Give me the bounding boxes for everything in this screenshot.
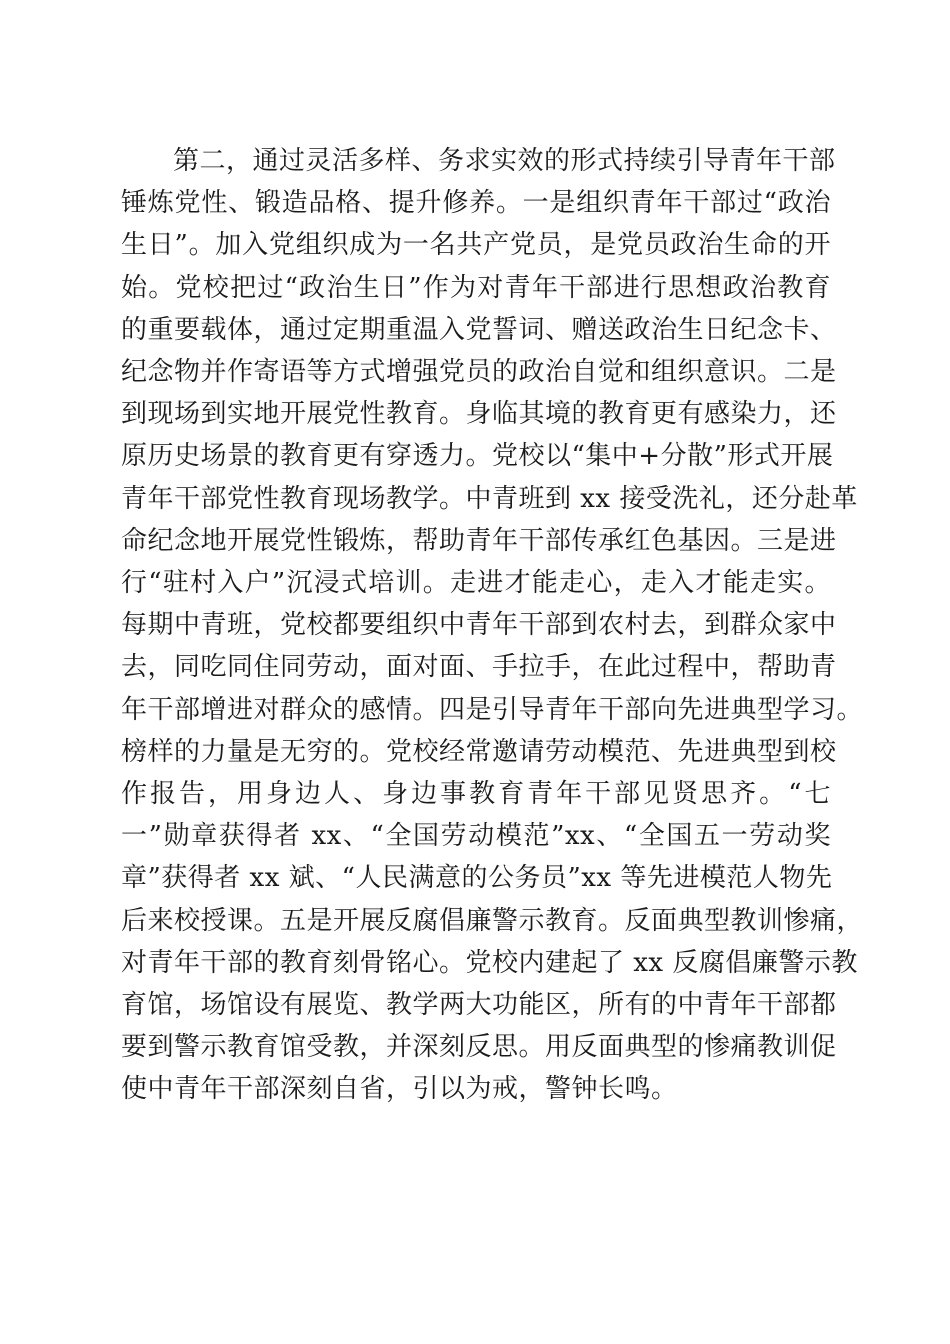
paragraph-line-18: 章”获得者 xx 斌、“人民满意的公务员”xx 等先进模范人物先 [121, 863, 833, 894]
paragraph-line-15: 榜样的力量是无穷的。党校经常邀请劳动模范、先进典型到校 [121, 736, 837, 767]
paragraph-line-22: 要到警示教育馆受教，并深刻反思。用反面典型的惨痛教训促 [121, 1032, 837, 1063]
paragraph-line-17: 一”勋章获得者 xx、“全国劳动模范”xx、“全国五一劳动奖 [121, 821, 831, 852]
paragraph-line-11: 行“驻村入户”沉浸式培训。走进才能走心，走入才能走实。 [121, 568, 831, 599]
paragraph-line-7: 到现场到实地开展党性教育。身临其境的教育更有感染力，还 [121, 399, 837, 430]
paragraph-line-6: 纪念物并作寄语等方式增强党员的政治自觉和组织意识。二是 [121, 357, 837, 388]
paragraph-line-23: 使中青年干部深刻自省，引以为戒，警钟长鸣。 [121, 1074, 678, 1105]
paragraph-line-10: 命纪念地开展党性锻炼，帮助青年干部传承红色基因。三是进 [121, 525, 837, 556]
paragraph-line-20: 对青年干部的教育刻骨铭心。党校内建起了 xx 反腐倡廉警示教 [121, 947, 858, 978]
paragraph-line-21: 育馆，场馆设有展览、教学两大功能区，所有的中青年干部都 [121, 990, 837, 1021]
paragraph-line-12: 每期中青班，党校都要组织中青年干部到农村去，到群众家中 [121, 610, 837, 641]
paragraph-line-13: 去，同吃同住同劳动，面对面、手拉手，在此过程中，帮助青 [121, 652, 837, 683]
paragraph-line-19: 后来校授课。五是开展反腐倡廉警示教育。反面典型教训惨痛， [121, 905, 864, 936]
paragraph-line-5: 的重要载体，通过定期重温入党誓词、赠送政治生日纪念卡、 [121, 314, 837, 345]
paragraph-line-4: 始。党校把过“政治生日”作为对青年干部进行思想政治教育 [121, 272, 831, 303]
paragraph-line-3: 生日”。加入党组织成为一名共产党员，是党员政治生命的开 [121, 230, 831, 261]
paragraph-line-8: 原历史场景的教育更有穿透力。党校以“集中+分散”形式开展 [121, 441, 834, 472]
paragraph-line-16: 作报告，用身边人、身边事教育青年干部见贤思齐。“七 [121, 779, 831, 810]
paragraph-line-14: 年干部增进对群众的感情。四是引导青年干部向先进典型学习。 [121, 694, 864, 725]
body-paragraph [121, 140, 864, 1111]
paragraph-line-9: 青年干部党性教育现场教学。中青班到 xx 接受洗礼，还分赴革 [121, 483, 858, 514]
paragraph-line-2: 锤炼党性、锻造品格、提升修养。一是组织青年干部过“政治 [121, 188, 831, 219]
paragraph-line-1: 第二，通过灵活多样、务求实效的形式持续引导青年干部 [173, 146, 836, 176]
